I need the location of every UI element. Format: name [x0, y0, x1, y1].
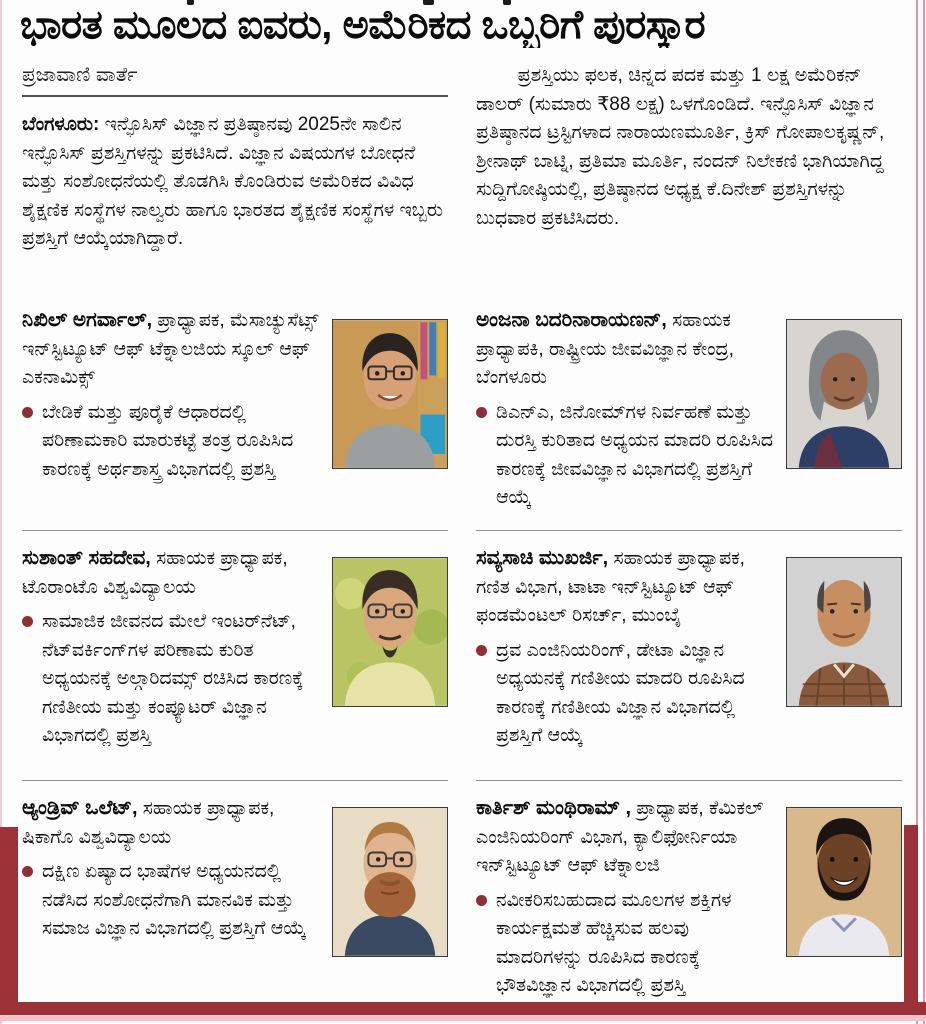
maroon-frame-right	[904, 825, 918, 1015]
bullet-icon	[476, 407, 487, 418]
awardee-title: ಸಹಾಯಕ ಪ್ರಾಧ್ಯಾಪಕಿ, ರಾಷ್ಟ್ರೀಯ ಜೀವವಿಜ್ಞಾನ ಕೇಂದ್ರ, ಬೆಂಗಳೂರು	[476, 310, 734, 388]
bullet-icon	[476, 895, 487, 906]
left-column	[22, 62, 448, 304]
awardee-name: ಕಾರ್ತಿಶ್ ಮಂಥಿರಾಮ್ ,	[476, 797, 632, 819]
portrait-illustration	[333, 808, 447, 956]
portrait-illustration	[787, 558, 901, 706]
awardee-title: ಪ್ರಾಧ್ಯಾಪಕ, ಮೆಸಾಚ್ಯುಸೆಟ್ಸ್ ಇನ್‌ಸ್ಟಿಟ್ಯೂಟ್ ಆಫ್ ಟೆಕ್ನಾಲಜಿಯ ಸ್ಕೂಲ್ ಆಫ್ ಎಕನಾಮಿಕ್ಸ್	[22, 310, 319, 388]
article-body	[22, 62, 902, 304]
awardee-name: ನಿಖಿಲ್ ಅಗರ್ವಾಲ್,	[22, 309, 153, 331]
byline-rule	[22, 95, 448, 97]
awardee-title: ಸಹಾಯಕ ಪ್ರಾಧ್ಯಾಪಕ, ಗಣಿತ ವಿಭಾಗ, ಟಾಟಾ ಇನ್‌ಸ್ಟಿಟ್ಯೂಟ್ ಆಫ್ ಫಂಡಮೆಂಟಲ್ ರಿಸರ್ಚ್, ಮುಂಬೈ	[476, 548, 745, 626]
continuation-paragraph: ಪ್ರಶಸ್ತಿಯು ಫಲಕ, ಚಿನ್ನದ ಪದಕ ಮತ್ತು 1 ಲಕ್ಷ ಅಮೆರಿಕನ್ ಡಾಲರ್ (ಸುಮಾರು ₹88 ಲಕ್ಷ) ಒಳಗೊಂಡಿದೆ. ಇನ್ಫೊಸಿಸ್ ವಿಜ್ಞಾನ ಪ್ರತಿಷ್ಠಾನದ ಟ್ರಸ್ಟಿಗಳಾದ ನಾರಾಯಣಮೂರ್ತಿ, ಕ್ರಿಸ್ ಗೋಪಾಲಕೃಷ್ಣನ್, ಶ್ರೀನಾಥ್ ಬಾಟ್ನಿ, ಪ್ರತಿಮಾ ಮೂರ್ತಿ, ನಂದನ್ ನಿಲೇಕಣಿ ಭಾಗಿಯಾಗಿದ್ದ ಸುದ್ದಿಗೋಷ್ಠಿಯಲ್ಲಿ, ಪ್ರತಿಷ್ಠಾನದ ಅಧ್ಯಕ್ಷ ಕೆ.ದಿನೇಶ್ ಪ್ರಶಸ್ತಿಗಳನ್ನು ಬುಧವಾರ ಪ್ರಕಟಿಸಿದರು.	[476, 65, 885, 229]
profile-text	[22, 793, 320, 998]
awardee-photo-nikhil-agarwal	[332, 319, 448, 469]
portrait-illustration	[787, 320, 901, 468]
award-citation: ಡಿಎನ್‌ಎ, ಜಿನೋಮ್‌ಗಳ ನಿರ್ವಹಣೆ ಮತ್ತು ದುರಸ್ತಿ ಕುರಿತಾದ ಅಧ್ಯಯನ ಮಾದರಿ ರೂಪಿಸಿದ ಕಾರಣಕ್ಕೆ ಜೀವವಿಜ್ಞಾನ ವಿಭಾಗದಲ್ಲಿ ಪ್ರಶಸ್ತಿಗೆ ಆಯ್ಕೆ	[496, 401, 773, 508]
headline: ಭಾರತ ಮೂಲದ ಐವರು, ಅಮೆರಿಕದ ಒಬ್ಬರಿಗೆ ಪುರಸ್ಕಾರ	[20, 3, 706, 47]
award-citation: ನವೀಕರಿಸಬಹುದಾದ ಮೂಲಗಳ ಶಕ್ತಿಗಳ ಕಾರ್ಯಕ್ಷಮತೆ ಹೆಚ್ಚಿಸುವ ಹಲವು ಮಾದರಿಗಳನ್ನು ರೂಪಿಸಿದ ಕಾರಣಕ್ಕೆ ಭೌತವಿಜ್ಞಾನ ವಿಭಾಗದಲ್ಲಿ ಪ್ರಶಸ್ತಿ	[496, 889, 732, 996]
bullet-icon	[22, 866, 33, 877]
profile-card-andrew-ollett	[22, 780, 448, 998]
maroon-frame-left	[0, 827, 18, 1015]
awardee-title: ಪ್ರಾಧ್ಯಾಪಕ, ಕೆಮಿಕಲ್ ಎಂಜಿನಿಯರಿಂಗ್ ವಿಭಾಗ, ಕ್ಯಾಲಿಫೋರ್ನಿಯಾ ಇನ್‌ಸ್ಟಿಟ್ಯೂಟ್ ಆಫ್ ಟೆಕ್ನಾಲಜಿ	[476, 798, 764, 876]
portrait-illustration	[787, 808, 901, 956]
profile-text	[22, 305, 320, 530]
profile-card-sushant-sahadeva	[22, 530, 448, 780]
pink-bottom-strip	[0, 1015, 926, 1021]
profile-text	[22, 543, 320, 780]
awardee-title: ಸಹಾಯಕ ಪ್ರಾಧ್ಯಾಪಕ, ಷಿಕಾಗೊ ವಿಶ್ವವಿದ್ಯಾಲಯ	[22, 798, 275, 848]
awardee-photo-sushant-sahadeva	[332, 557, 448, 707]
awardee-photo-anjana-badrinarayanan	[786, 319, 902, 469]
awardee-photo-andrew-ollett	[332, 807, 448, 957]
award-citation: ಬೇಡಿಕೆ ಮತ್ತು ಪೂರೈಕೆ ಆಧಾರದಲ್ಲಿ ಪರಿಣಾಮಕಾರಿ ಮಾರುಕಟ್ಟೆ ತಂತ್ರ ರೂಪಿಸಿದ ಕಾರಣಕ್ಕೆ ಅರ್ಥಶಾಸ್ತ್ರ ವಿಭಾಗದಲ್ಲಿ ಪ್ರಶಸ್ತಿ	[42, 401, 294, 480]
bullet-icon	[22, 616, 33, 627]
lead-paragraph	[22, 111, 448, 254]
byline: ಪ್ರಜಾವಾಣಿ ವಾರ್ತೆ	[22, 64, 138, 86]
profile-text	[476, 543, 774, 780]
bullet-icon	[476, 645, 487, 656]
maroon-frame-bottom	[0, 1002, 926, 1015]
awardee-photo-karthish-manthiram	[786, 807, 902, 957]
profile-card-savyasachi-mukherjee	[476, 530, 902, 780]
profile-text	[476, 793, 774, 998]
awardee-name: ಆ್ಯಂಡ್ರಿವ್ ಒಲೆಟ್,	[22, 797, 138, 819]
right-column	[476, 62, 902, 304]
lead-paragraph-text: ಇನ್ಫೊಸಿಸ್ ವಿಜ್ಞಾನ ಪ್ರತಿಷ್ಠಾನವು 2025ನೇ ಸಾಲಿನ ಇನ್ಫೊಸಿಸ್ ಪ್ರಶಸ್ತಿಗಳನ್ನು ಪ್ರಕಟಿಸಿದೆ. ವಿಜ್ಞಾನ ವಿಷಯಗಳ ಬೋಧನೆ ಮತ್ತು ಸಂಶೋಧನೆಯಲ್ಲಿ ತೊಡಗಿಸಿ ಕೊಂಡಿರುವ ಅಮೆರಿಕದ ವಿವಿಧ ಶೈಕ್ಷಣಿಕ ಸಂಸ್ಥೆಗಳ ನಾಲ್ವರು ಹಾಗೂ ಭಾರತದ ಶೈಕ್ಷಣಿಕ ಸಂಸ್ಥೆಗಳ ಇಬ್ಬರು ಪ್ರಶಸ್ತಿಗೆ ಆಯ್ಕೆಯಾಗಿದ್ದಾರೆ.	[22, 114, 443, 249]
awardee-name: ಅಂಜನಾ ಬದರಿನಾರಾಯಣನ್,	[476, 309, 667, 331]
profile-card-anjana-badrinarayanan	[476, 305, 902, 530]
awardee-name: ಸವ್ಯಸಾಚಿ ಮುಖರ್ಜಿ,	[476, 547, 609, 569]
bullet-icon	[22, 407, 33, 418]
profile-card-nikhil-agarwal	[22, 305, 448, 530]
award-citation: ದಕ್ಷಿಣ ಏಷ್ಯಾದ ಭಾಷೆಗಳ ಅಧ್ಯಯನದಲ್ಲಿ ನಡೆಸಿದ ಸಂಶೋಧನೆಗಾಗಿ ಮಾನವಿಕ ಮತ್ತು ಸಮಾಜ ವಿಜ್ಞಾನ ವಿಭಾಗದಲ್ಲಿ ಪ್ರಶಸ್ತಿಗೆ ಆಯ್ಕೆ	[42, 861, 307, 939]
award-citation: ಸಾಮಾಜಿಕ ಜೀವನದ ಮೇಲೆ ಇಂಟರ್‌ನೆಟ್, ನೆಟ್‌ವರ್ಕಿಂಗ್‌ಗಳ ಪರಿಣಾಮ ಕುರಿತ ಅಧ್ಯಯನಕ್ಕೆ ಅಲ್ಗಾರಿದಮ್ಸ್ ರಚಿಸಿದ ಕಾರಣಕ್ಕೆ ಗಣಿತೀಯ ಮತ್ತು ಕಂಪ್ಯೂಟರ್ ವಿಜ್ಞಾನ ವಿಭಾಗದಲ್ಲಿ ಪ್ರಶಸ್ತಿ	[42, 611, 304, 746]
awardee-photo-savyasachi-mukherjee	[786, 557, 902, 707]
award-citation: ದ್ರವ ಎಂಜಿನಿಯರಿಂಗ್, ಡೇಟಾ ವಿಜ್ಞಾನ ಅಧ್ಯಯನಕ್ಕೆ ಗಣಿತೀಯ ಮಾದರಿ ರೂಪಿಸಿದ ಕಾರಣಕ್ಕೆ ಗಣಿತೀಯ ವಿಜ್ಞಾನ ವಿಭಾಗದಲ್ಲಿ ಪ್ರಶಸ್ತಿಗೆ ಆಯ್ಕೆ	[496, 639, 745, 746]
awardee-profiles	[22, 305, 902, 998]
awardee-title: ಸಹಾಯಕ ಪ್ರಾಧ್ಯಾಪಕ, ಟೊರಾಂಟೊ ವಿಶ್ವವಿದ್ಯಾಲಯ	[22, 548, 288, 598]
awardee-name: ಸುಶಾಂತ್ ಸಹದೇವ,	[22, 547, 151, 569]
portrait-illustration	[333, 320, 447, 468]
dateline: ಬೆಂಗಳೂರು:	[22, 114, 100, 135]
profile-text	[476, 305, 774, 530]
portrait-illustration	[333, 558, 447, 706]
profile-card-karthish-manthiram	[476, 780, 902, 998]
